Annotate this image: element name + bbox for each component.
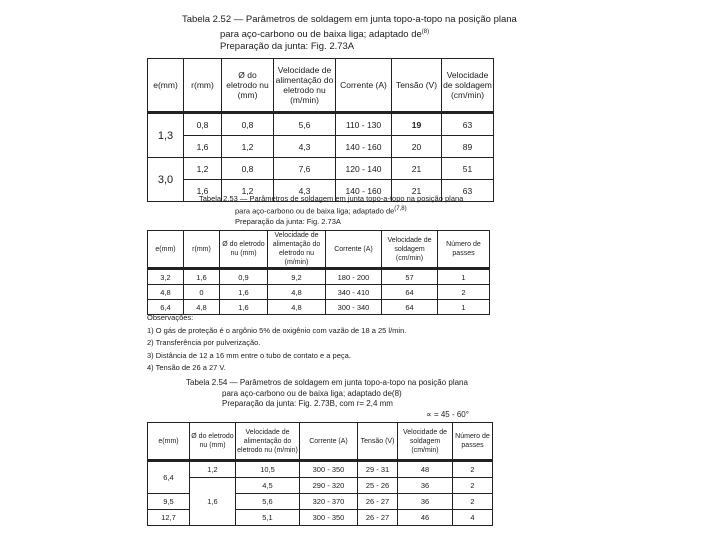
observation-item: 2) Transferência por pulverização. <box>147 338 261 347</box>
table52-e-cell: 3,0 <box>148 158 184 202</box>
table-cell: 4 <box>453 510 493 526</box>
table-cell: 4,5 <box>236 478 300 494</box>
table52 <box>147 58 494 202</box>
table-cell: 46 <box>398 510 453 526</box>
table-row <box>148 113 494 136</box>
table-cell: 29 - 31 <box>358 461 398 478</box>
table-cell: 120 - 140 <box>336 158 392 180</box>
table-cell: 0,8 <box>222 113 274 136</box>
table-cell: 300 - 350 <box>300 510 358 526</box>
table53-caption-line2: para aço-carbono ou de baixa liga; adaptado de <box>235 206 395 216</box>
table-cell: 4,3 <box>274 180 336 202</box>
table-cell: 0,9 <box>220 269 268 285</box>
table-cell: 26 - 27 <box>358 494 398 510</box>
table-row <box>148 136 494 158</box>
table-cell: 1,6 <box>184 136 222 158</box>
table52-caption <box>182 14 517 53</box>
table-cell: 0,8 <box>222 158 274 180</box>
table-cell: 2 <box>453 494 493 510</box>
table52-caption-line3: Preparação da junta: Fig. 2.73A <box>220 41 355 53</box>
table-cell: 63 <box>442 180 494 202</box>
table52-header-cell: Corrente (A) <box>336 59 392 113</box>
table54-header-cell: Número de passes <box>453 423 493 461</box>
table-cell: 5,6 <box>274 113 336 136</box>
table-cell: 63 <box>442 113 494 136</box>
table53-caption-line3: Preparação da junta: Fig. 2.73A <box>235 216 341 226</box>
table54-e-cell: 12,7 <box>148 510 190 526</box>
table-cell: 9,2 <box>268 269 326 285</box>
table-cell: 64 <box>382 300 438 315</box>
table-cell: 2 <box>453 461 493 478</box>
table-cell: 1 <box>438 300 490 315</box>
table-cell: 0 <box>184 285 220 300</box>
table-row <box>148 461 493 478</box>
observations <box>147 312 406 375</box>
table54-caption-line4: ∝ = 45 - 60° <box>426 409 469 419</box>
table54-electrode-cell: 1,6 <box>190 478 236 526</box>
table-cell: 5,6 <box>236 494 300 510</box>
table-cell: 7,6 <box>274 158 336 180</box>
table-cell: 320 - 370 <box>300 494 358 510</box>
table52-header-cell: r(mm) <box>184 59 222 113</box>
table52-header-cell: e(mm) <box>148 59 184 113</box>
table-cell: 25 - 26 <box>358 478 398 494</box>
table54-e-cell: 9,5 <box>148 494 190 510</box>
table52-header-cell: Tensão (V) <box>392 59 442 113</box>
table53-caption-ref: (7,8) <box>394 206 407 212</box>
table-row <box>148 158 494 180</box>
table-cell: 3,2 <box>148 269 184 285</box>
table-cell: 10,5 <box>236 461 300 478</box>
table52-header-cell: Velocidade de alimentação do eletrodo nu (m/min) <box>274 59 336 113</box>
table-cell: 300 - 350 <box>300 461 358 478</box>
table52-caption-line2: para aço-carbono ou de baixa liga; adaptado de <box>220 29 422 41</box>
table-cell: 6,4 <box>148 300 184 315</box>
table-cell: 1,6 <box>184 269 220 285</box>
table53-header-cell: e(mm) <box>148 231 184 269</box>
table-row <box>148 269 490 285</box>
observation-item: 3) Distância de 12 a 16 mm entre o tubo de contato e a peça. <box>147 350 351 360</box>
table52-header-cell: Ø do eletrodo nu (mm) <box>222 59 274 113</box>
table53-header-cell: r(mm) <box>184 231 220 269</box>
table-cell: 140 - 160 <box>336 180 392 202</box>
table54-electrode-cell: 1,2 <box>190 461 236 478</box>
table-cell: 4,8 <box>268 285 326 300</box>
table-cell: 4,8 <box>268 300 326 315</box>
table-cell: 4,8 <box>184 300 220 315</box>
table-cell: 4,8 <box>148 285 184 300</box>
table54-e-cell: 6,4 <box>148 461 190 494</box>
table52-header-cell: Velocidade de soldagem (cm/min) <box>442 59 494 113</box>
table54-header-row <box>148 423 493 461</box>
table-cell: 26 - 27 <box>358 510 398 526</box>
table-cell: 36 <box>398 478 453 494</box>
table-cell: 36 <box>398 494 453 510</box>
table-cell: 1,6 <box>220 285 268 300</box>
table-cell: 21 <box>392 158 442 180</box>
table-cell: 1,6 <box>220 300 268 315</box>
observations-title: Observações: <box>147 313 194 322</box>
table53-header-cell: Velocidade de soldagem (cm/min) <box>382 231 438 269</box>
table-cell: 48 <box>398 461 453 478</box>
table-cell: 290 - 320 <box>300 478 358 494</box>
table-cell: 1 <box>438 269 490 285</box>
table-cell: 1,2 <box>222 136 274 158</box>
table54-header-cell: Velocidade de soldagem (cm/min) <box>398 423 453 461</box>
table-cell: 0,8 <box>184 113 222 136</box>
table53-header-cell: Velocidade de alimentação do eletrodo nu (m/min) <box>268 231 326 269</box>
table53-header-cell: Número de passes <box>438 231 490 269</box>
table-cell: 2 <box>438 285 490 300</box>
table52-caption-ref: (8) <box>421 29 430 35</box>
table54-header-cell: Corrente (A) <box>300 423 358 461</box>
table-cell: 51 <box>442 158 494 180</box>
table-cell: 1,2 <box>222 180 274 202</box>
observation-item: 1) O gás de proteção é o argônio 5% de oxigênio com vazão de 18 a 25 l/min. <box>147 325 407 335</box>
table-cell: 300 - 340 <box>326 300 382 315</box>
table52-header-row <box>148 59 494 113</box>
table-cell: 1,6 <box>184 180 222 202</box>
table54-caption <box>186 378 469 420</box>
observation-item: 4) Tensão de 26 a 27 V. <box>147 363 226 372</box>
table-cell: 89 <box>442 136 494 158</box>
table-cell: 140 - 160 <box>336 136 392 158</box>
table-row <box>148 285 490 300</box>
table-cell: 1,2 <box>184 158 222 180</box>
table53-caption <box>199 194 463 227</box>
table53-header-cell: Ø do eletrodo nu (mm) <box>220 231 268 269</box>
table54-header-cell: Tensão (V) <box>358 423 398 461</box>
table52-e-cell: 1,3 <box>148 113 184 158</box>
table54-header-cell: Ø do eletrodo nu (mm) <box>190 423 236 461</box>
table-row <box>148 478 493 494</box>
table53 <box>147 230 490 315</box>
table54-caption-line3: Preparação da junta: Fig. 2.73B, com r= 2,4 mm <box>222 399 393 408</box>
table54-caption-line2: para aço-carbono ou de baixa liga; adaptado de(8) <box>222 388 402 398</box>
table53-header-row <box>148 231 490 269</box>
table-cell: 20 <box>392 136 442 158</box>
table53-header-cell: Corrente (A) <box>326 231 382 269</box>
table-cell: 21 <box>392 180 442 202</box>
table-cell: 57 <box>382 269 438 285</box>
table-cell: 19 <box>392 113 442 136</box>
table-cell: 4,3 <box>274 136 336 158</box>
table-cell: 180 - 200 <box>326 269 382 285</box>
table-cell: 2 <box>453 478 493 494</box>
table54-caption-line1: Tabela 2.54 — Parâmetros de soldagem em junta topo-a-topo na posição plana <box>186 378 468 387</box>
table54-header-cell: Velocidade de alimentação do eletrodo nu (m/min) <box>236 423 300 461</box>
table53-caption-line1: Tabela 2.53 — Parâmetros de soldagem em junta topo-a-topo na posição plana <box>199 194 464 203</box>
table-cell: 5,1 <box>236 510 300 526</box>
table-cell: 64 <box>382 285 438 300</box>
table-cell: 340 - 410 <box>326 285 382 300</box>
table52-caption-line1: Tabela 2.52 — Parâmetros de soldagem em junta topo-a-topo na posição plana <box>182 14 517 25</box>
table54 <box>147 422 493 526</box>
table-cell: 110 - 130 <box>336 113 392 136</box>
table54-header-cell: e(mm) <box>148 423 190 461</box>
